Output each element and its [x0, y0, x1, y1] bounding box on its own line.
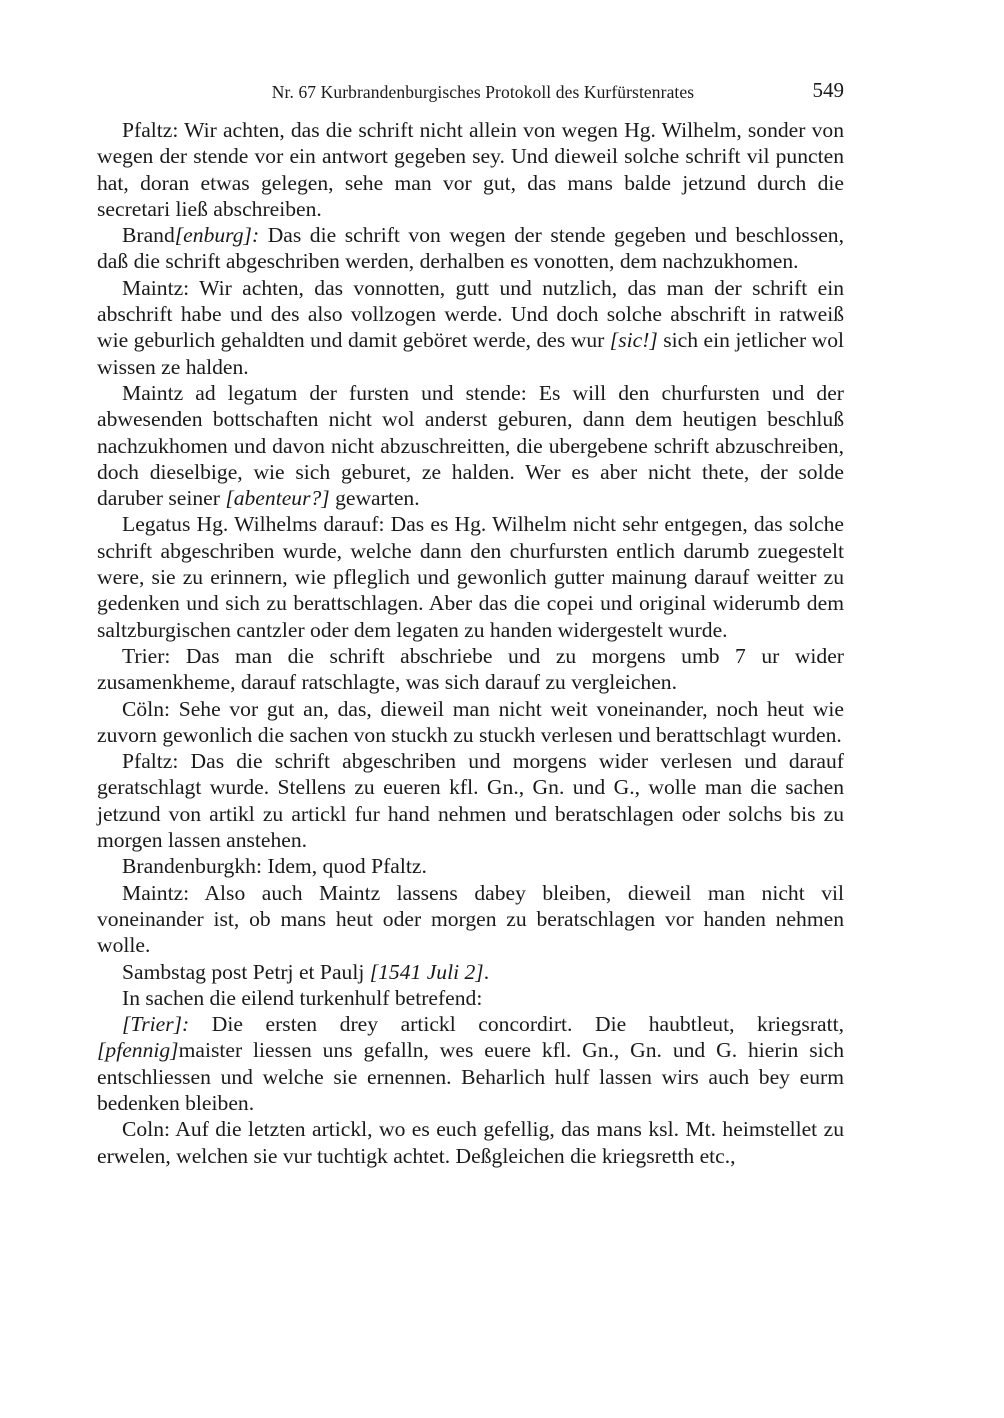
editorial-note: [enburg]: — [174, 223, 260, 248]
paragraph-text: Pfaltz: Das die schrift abgeschriben und morgens wider verlesen und darauf geratschlagt wurde. Stellens zu eueren kfl. Gn., Gn. und G., wolle man die sachen jetzund von artikl zu artickl fur hand nehmen und beratschlagen oder solchs bis zu morgen lassen anstehen. — [97, 749, 844, 853]
paragraph-text: . — [483, 959, 490, 984]
paragraph — [97, 511, 844, 642]
paragraph — [97, 222, 844, 275]
paragraph-text: Maintz ad legatum der fursten und stende: Es will den churfursten und der abwesenden bottschaften nicht wol anderst geburen, dann dem heutigen beschluß nachzukhomen und davon nicht abzuschreitten, die ubergebene schrift abzuschreiben, doch dieselbige, wie sich geburet, ze halden. Wer es aber nicht thete, der solde daruber seiner — [97, 380, 844, 511]
paragraph — [97, 1011, 844, 1116]
paragraph-text: Brand — [122, 223, 175, 248]
paragraph — [97, 696, 844, 749]
paragraph-text: Die ersten drey artickl concordirt. Die haubtleut, kriegsratt, — [189, 1012, 844, 1037]
paragraph-text: sich ein jetlicher wol wissen ze halden. — [97, 328, 844, 379]
editorial-note: [abenteur?] — [225, 486, 330, 511]
paragraph-text: maister liessen uns gefalln, wes euere kfl. Gn., Gn. und G. hierin sich entschliessen und welche sie ernennen. Beharlich hulf lassen wirs auch bey eurm bedenken bleiben. — [97, 1038, 844, 1115]
paragraph — [97, 748, 844, 853]
paragraph-text: Das die schrift von wegen der stende gegeben und beschlossen, daß die schrift abgeschriben werden, derhalben es vonotten, dem nachzukhomen. — [97, 223, 844, 274]
paragraph — [97, 959, 844, 985]
running-header — [122, 78, 844, 106]
paragraph-text: Trier: Das man die schrift abschriebe und zu morgens umb 7 ur wider zusamenkheme, darauf ratschlagte, was sich darauf zu vergleichen. — [97, 643, 844, 695]
paragraph-text: Maintz: Also auch Maintz lassens dabey bleiben, dieweil man nicht vil voneinander ist, ob mans heut oder morgen zu beratschlagen vor handen nehmen wolle. — [97, 880, 844, 958]
paragraph — [97, 380, 844, 511]
paragraph — [97, 643, 844, 696]
paragraph — [97, 1116, 844, 1169]
paragraph-text: Cöln: Sehe vor gut an, das, dieweil man nicht weit voneinander, noch heut wie zuvorn gewonlich die sachen von stuckh zu stuckh verlesen und berattschlagt wurden. — [97, 696, 844, 747]
paragraph-text: Maintz: Wir achten, das vonnotten, gutt und nutzlich, das man der schrift ein abschrift habe und des also vollzogen werde. Und doch solche abschrift in ratweiß wie geburlich gehaldten und damit geböret werde, des wur — [97, 275, 844, 353]
page-number: 549 — [812, 78, 844, 102]
editorial-note: [Trier]: — [122, 1012, 190, 1037]
paragraph-text: Sambstag post Petrj et Paulj — [122, 959, 370, 984]
header-title: Nr. 67 Kurbrandenburgisches Protokoll des Kurfürstenrates — [271, 82, 695, 102]
editorial-note: [pfennig] — [97, 1038, 179, 1063]
paragraph — [97, 853, 844, 879]
paragraph-text: In sachen die eilend turkenhulf betrefend: — [122, 985, 483, 1010]
paragraph-text: Legatus Hg. Wilhelms darauf: Das es Hg. Wilhelm nicht sehr entgegen, das solche schrift abgeschriben wurde, welche dann den churfursten entlich darumb zuegestelt were, sie zu erinnern, wie pfleglich und gewonlich gutter mainung darauf weitter zu gedenken und sich zu berattschlagen. Aber das die copei und original widerumb dem saltzburgischen cantzler oder dem legaten zu handen widergestelt wurde. — [97, 512, 844, 642]
document-body — [97, 117, 844, 1169]
paragraph-text: Coln: Auf die letzten artickl, wo es euch gefellig, das mans ksl. Mt. heimstellet zu erwelen, welchen sie vur tuchtigk achtet. Deßgleichen die kriegsretth etc., — [97, 1117, 844, 1168]
paragraph — [97, 275, 844, 380]
editorial-note: [1541 Juli 2] — [369, 959, 484, 984]
paragraph-text: Pfaltz: Wir achten, das die schrift nicht allein von wegen Hg. Wilhelm, sonder von wegen der stende vor ein antwort gegeben sey. Und dieweil solche schrift vil puncten hat, doran etwas gelegen, sehe man vor gut, das mans balde jetzund durch die secretari ließ abschreiben. — [97, 118, 844, 221]
paragraph-text: gewarten. — [329, 486, 420, 511]
paragraph — [97, 880, 844, 959]
paragraph-text: Brandenburgkh: Idem, quod Pfaltz. — [122, 854, 427, 879]
paragraph — [97, 117, 844, 222]
paragraph — [97, 985, 844, 1011]
editorial-note: [sic!] — [609, 328, 658, 353]
